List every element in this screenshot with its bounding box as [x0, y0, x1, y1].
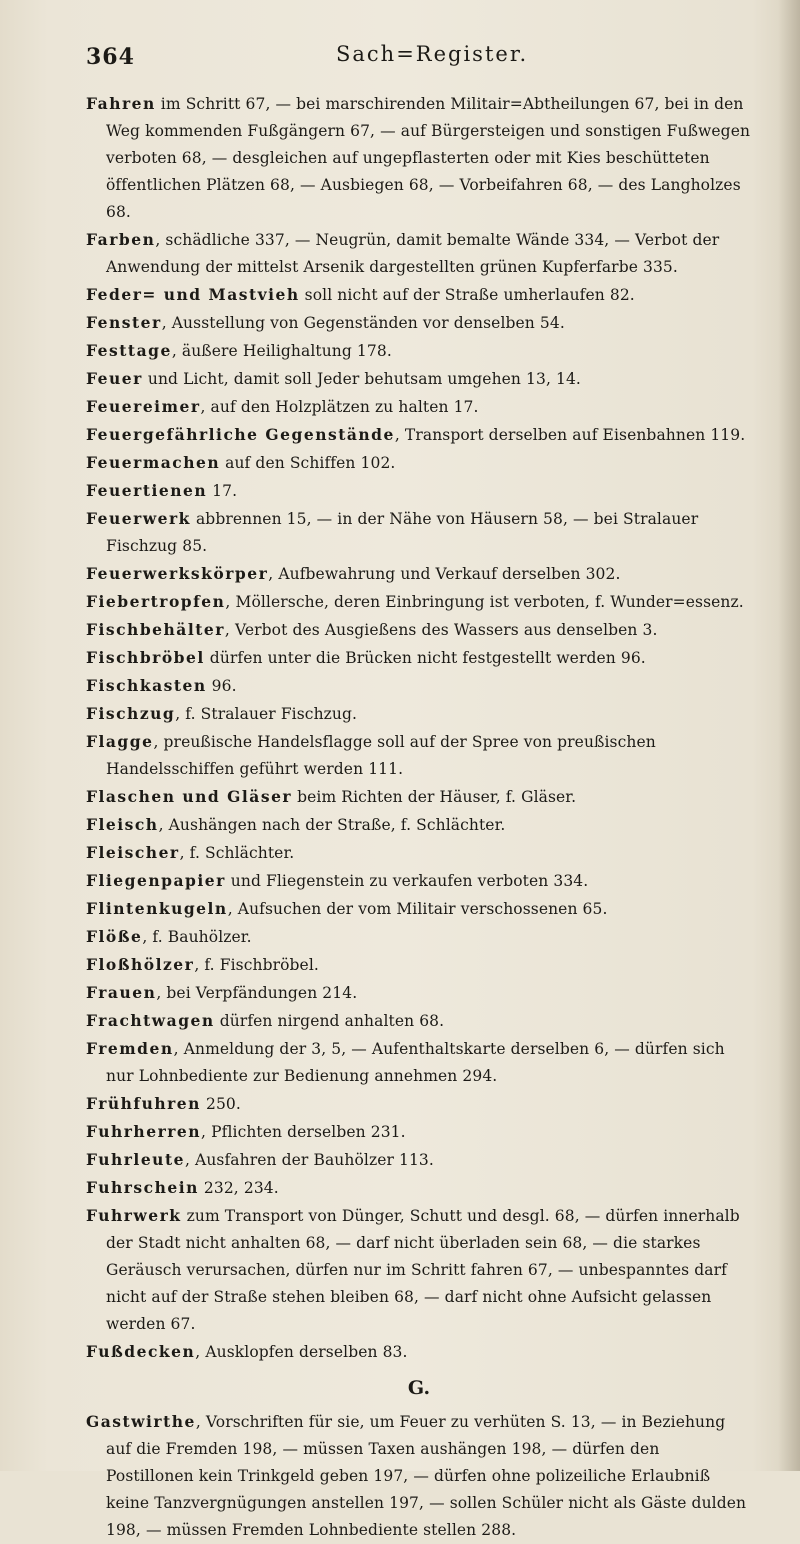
entry-keyword: Farben — [86, 230, 156, 249]
entry-text: auf den Schiffen 102. — [220, 454, 396, 472]
index-entry — [86, 700, 752, 728]
index-entry — [86, 365, 752, 393]
entries-g — [86, 1408, 752, 1544]
entry-keyword: Feuer — [86, 369, 143, 388]
index-entry — [86, 1035, 752, 1090]
index-entry — [86, 1007, 752, 1035]
index-entry — [86, 337, 752, 365]
entry-text: im Schritt 67, — bei marschirenden Militair=Abtheilungen 67, bei in den Weg kommenden Fußgängern 67, — auf Bürgersteigen und sonstigen Fußwegen verboten 68, — desgleichen auf ungepflasterten oder mit Kies beschütteten öffentlichen Plätzen 68, — Ausbiegen 68, — Vorbeifahren 68, — des Langholzes 68. — [106, 95, 751, 221]
entry-text: , f. Bauhölzer. — [142, 928, 252, 946]
entry-keyword: Fuhrwerk — [86, 1206, 182, 1225]
entry-keyword: Fußdecken — [86, 1342, 196, 1361]
entry-keyword: Fuhrherren — [86, 1122, 202, 1141]
index-entry — [86, 728, 752, 783]
index-entry — [86, 449, 752, 477]
entry-text: , Vorschriften für sie, um Feuer zu verhüten S. 13, — in Beziehung auf die Fremden 198, — müssen Taxen aushängen 198, — dürfen den Postillonen kein Trinkgeld geben 197, — dürfen ohne polizeiliche Erlaubniß keine Tanzvergnügungen anstellen 197, — sollen Schüler nicht als Gäste dulden 198, — müssen Fremden Lohnbediente stellen 288. — [106, 1413, 747, 1539]
entry-text: , Aufbewahrung und Verkauf derselben 302. — [268, 565, 621, 583]
index-entry — [86, 226, 752, 281]
page-edge-shadow — [778, 0, 800, 1471]
entry-text: 96. — [206, 677, 237, 695]
entry-text: 17. — [207, 482, 238, 500]
entry-text: und Licht, damit soll Jeder behutsam umgehen 13, 14. — [142, 370, 581, 388]
index-entry — [86, 1408, 752, 1544]
index-entry — [86, 1174, 752, 1202]
entry-text: , Ausfahren der Bauhölzer 113. — [184, 1151, 434, 1169]
entry-text: dürfen nirgend anhalten 68. — [214, 1012, 445, 1030]
index-entry — [86, 281, 752, 309]
entry-keyword: Feuerwerk — [86, 509, 191, 528]
index-entry — [86, 951, 752, 979]
index-entry — [86, 505, 752, 560]
entry-text: beim Richten der Häuser, f. Gläser. — [292, 788, 577, 806]
entry-keyword: Fischzug — [86, 704, 176, 723]
entry-text: dürfen unter die Brücken nicht festgestellt werden 96. — [204, 649, 646, 667]
entry-keyword: Flintenkugeln — [86, 899, 228, 918]
index-entry — [86, 979, 752, 1007]
entry-keyword: Fenster — [86, 313, 162, 332]
entry-text: , Ausklopfen derselben 83. — [195, 1343, 408, 1361]
index-entry — [86, 1202, 752, 1338]
entry-keyword: Gastwirthe — [86, 1412, 196, 1431]
entry-text: , äußere Heilighaltung 178. — [171, 342, 392, 360]
entry-keyword: Feuereimer — [86, 397, 201, 416]
entry-keyword: Fleischer — [86, 843, 180, 862]
entry-text: , Aushängen nach der Straße, f. Schlächter. — [158, 816, 506, 834]
entry-keyword: Fuhrschein — [86, 1178, 199, 1197]
entry-text: , f. Fischbröbel. — [194, 956, 319, 974]
entry-text: , Ausstellung von Gegenständen vor denselben 54. — [161, 314, 565, 332]
index-entry — [86, 90, 752, 226]
entry-keyword: Fuhrleute — [86, 1150, 185, 1169]
entry-text: , Verbot des Ausgießens des Wassers aus denselben 3. — [224, 621, 658, 639]
entry-text: 232, 234. — [198, 1179, 279, 1197]
entry-keyword: Fiebertropfen — [86, 592, 226, 611]
page-header — [86, 38, 752, 90]
entry-text: , Aufsuchen der vom Militair verschossenen 65. — [227, 900, 608, 918]
entry-keyword: Feuerwerkskörper — [86, 564, 269, 583]
entry-keyword: Feuermachen — [86, 453, 221, 472]
index-entry — [86, 811, 752, 839]
entry-keyword: Floßhölzer — [86, 955, 195, 974]
entries-f — [86, 90, 752, 1366]
index-entry — [86, 895, 752, 923]
entry-keyword: Festtage — [86, 341, 172, 360]
index-entry — [86, 560, 752, 588]
entry-text: zum Transport von Dünger, Schutt und desgl. 68, — dürfen innerhalb der Stadt nicht anhalten 68, — darf nicht überladen sein 68, — die starkes Geräusch verursachen, dürfen nur im Schritt fahren 67, — unbespanntes darf nicht auf der Straße stehen bleiben 68, — darf nicht ohne Aufsicht gelassen werden 67. — [106, 1207, 740, 1333]
entry-text: , auf den Holzplätzen zu halten 17. — [200, 398, 479, 416]
entry-text: , Möllersche, deren Einbringung ist verboten, f. Wunder=essenz. — [225, 593, 744, 611]
index-entry — [86, 1090, 752, 1118]
entry-text: 250. — [200, 1095, 241, 1113]
entry-text: , Transport derselben auf Eisenbahnen 119. — [394, 426, 746, 444]
entry-keyword: Feder= und Mastvieh — [86, 285, 300, 304]
index-entry — [86, 839, 752, 867]
entry-text: , preußische Handelsflagge soll auf der Spree von preußischen Handelsschiffen geführt werden 111. — [106, 733, 656, 778]
section-heading-g: G. — [407, 1377, 431, 1399]
entry-text: , Pflichten derselben 231. — [201, 1123, 406, 1141]
entry-text: , schädliche 337, — Neugrün, damit bemalte Wände 334, — Verbot der Anwendung der mittelst Arsenik dargestellten grünen Kupferfarbe 335. — [106, 231, 720, 276]
entry-keyword: Frauen — [86, 983, 157, 1002]
running-title: Sach=Register. — [336, 42, 529, 66]
index-entry — [86, 477, 752, 505]
entry-keyword: Fleisch — [86, 815, 159, 834]
entry-keyword: Frachtwagen — [86, 1011, 215, 1030]
entry-text: abbrennen 15, — in der Nähe von Häusern 58, — bei Stralauer Fischzug 85. — [106, 510, 699, 555]
entry-text: und Fliegenstein zu verkaufen verboten 334. — [225, 872, 589, 890]
index-entry — [86, 616, 752, 644]
index-entry — [86, 644, 752, 672]
entry-keyword: Fischbehälter — [86, 620, 225, 639]
entry-text: , bei Verpfändungen 214. — [156, 984, 358, 1002]
page-number: 364 — [86, 44, 135, 70]
index-entry — [86, 923, 752, 951]
entry-keyword: Fischbröbel — [86, 648, 205, 667]
index-entry — [86, 1146, 752, 1174]
entry-keyword: Fremden — [86, 1039, 174, 1058]
entry-keyword: Flöße — [86, 927, 143, 946]
entry-keyword: Fischkasten — [86, 676, 207, 695]
index-entry — [86, 309, 752, 337]
index-entry — [86, 393, 752, 421]
entry-text: , Anmeldung der 3, 5, — Aufenthaltskarte derselben 6, — dürfen sich nur Lohnbediente zur Bedienung annehmen 294. — [106, 1040, 725, 1085]
index-entry — [86, 867, 752, 895]
index-entry — [86, 783, 752, 811]
entry-keyword: Frühfuhren — [86, 1094, 201, 1113]
entry-keyword: Flaschen und Gläser — [86, 787, 293, 806]
entry-keyword: Fahren — [86, 94, 156, 113]
index-entry — [86, 588, 752, 616]
index-entry — [86, 672, 752, 700]
index-entry — [86, 421, 752, 449]
entry-keyword: Feuergefährliche Gegenstände — [86, 425, 395, 444]
entry-text: soll nicht auf der Straße umherlaufen 82. — [299, 286, 635, 304]
entry-keyword: Flagge — [86, 732, 154, 751]
entry-text: , f. Stralauer Fischzug. — [175, 705, 358, 723]
entry-keyword: Fliegenpapier — [86, 871, 226, 890]
entry-keyword: Feuertienen — [86, 481, 208, 500]
entry-text: , f. Schlächter. — [179, 844, 295, 862]
index-entry — [86, 1338, 752, 1366]
index-entry — [86, 1118, 752, 1146]
